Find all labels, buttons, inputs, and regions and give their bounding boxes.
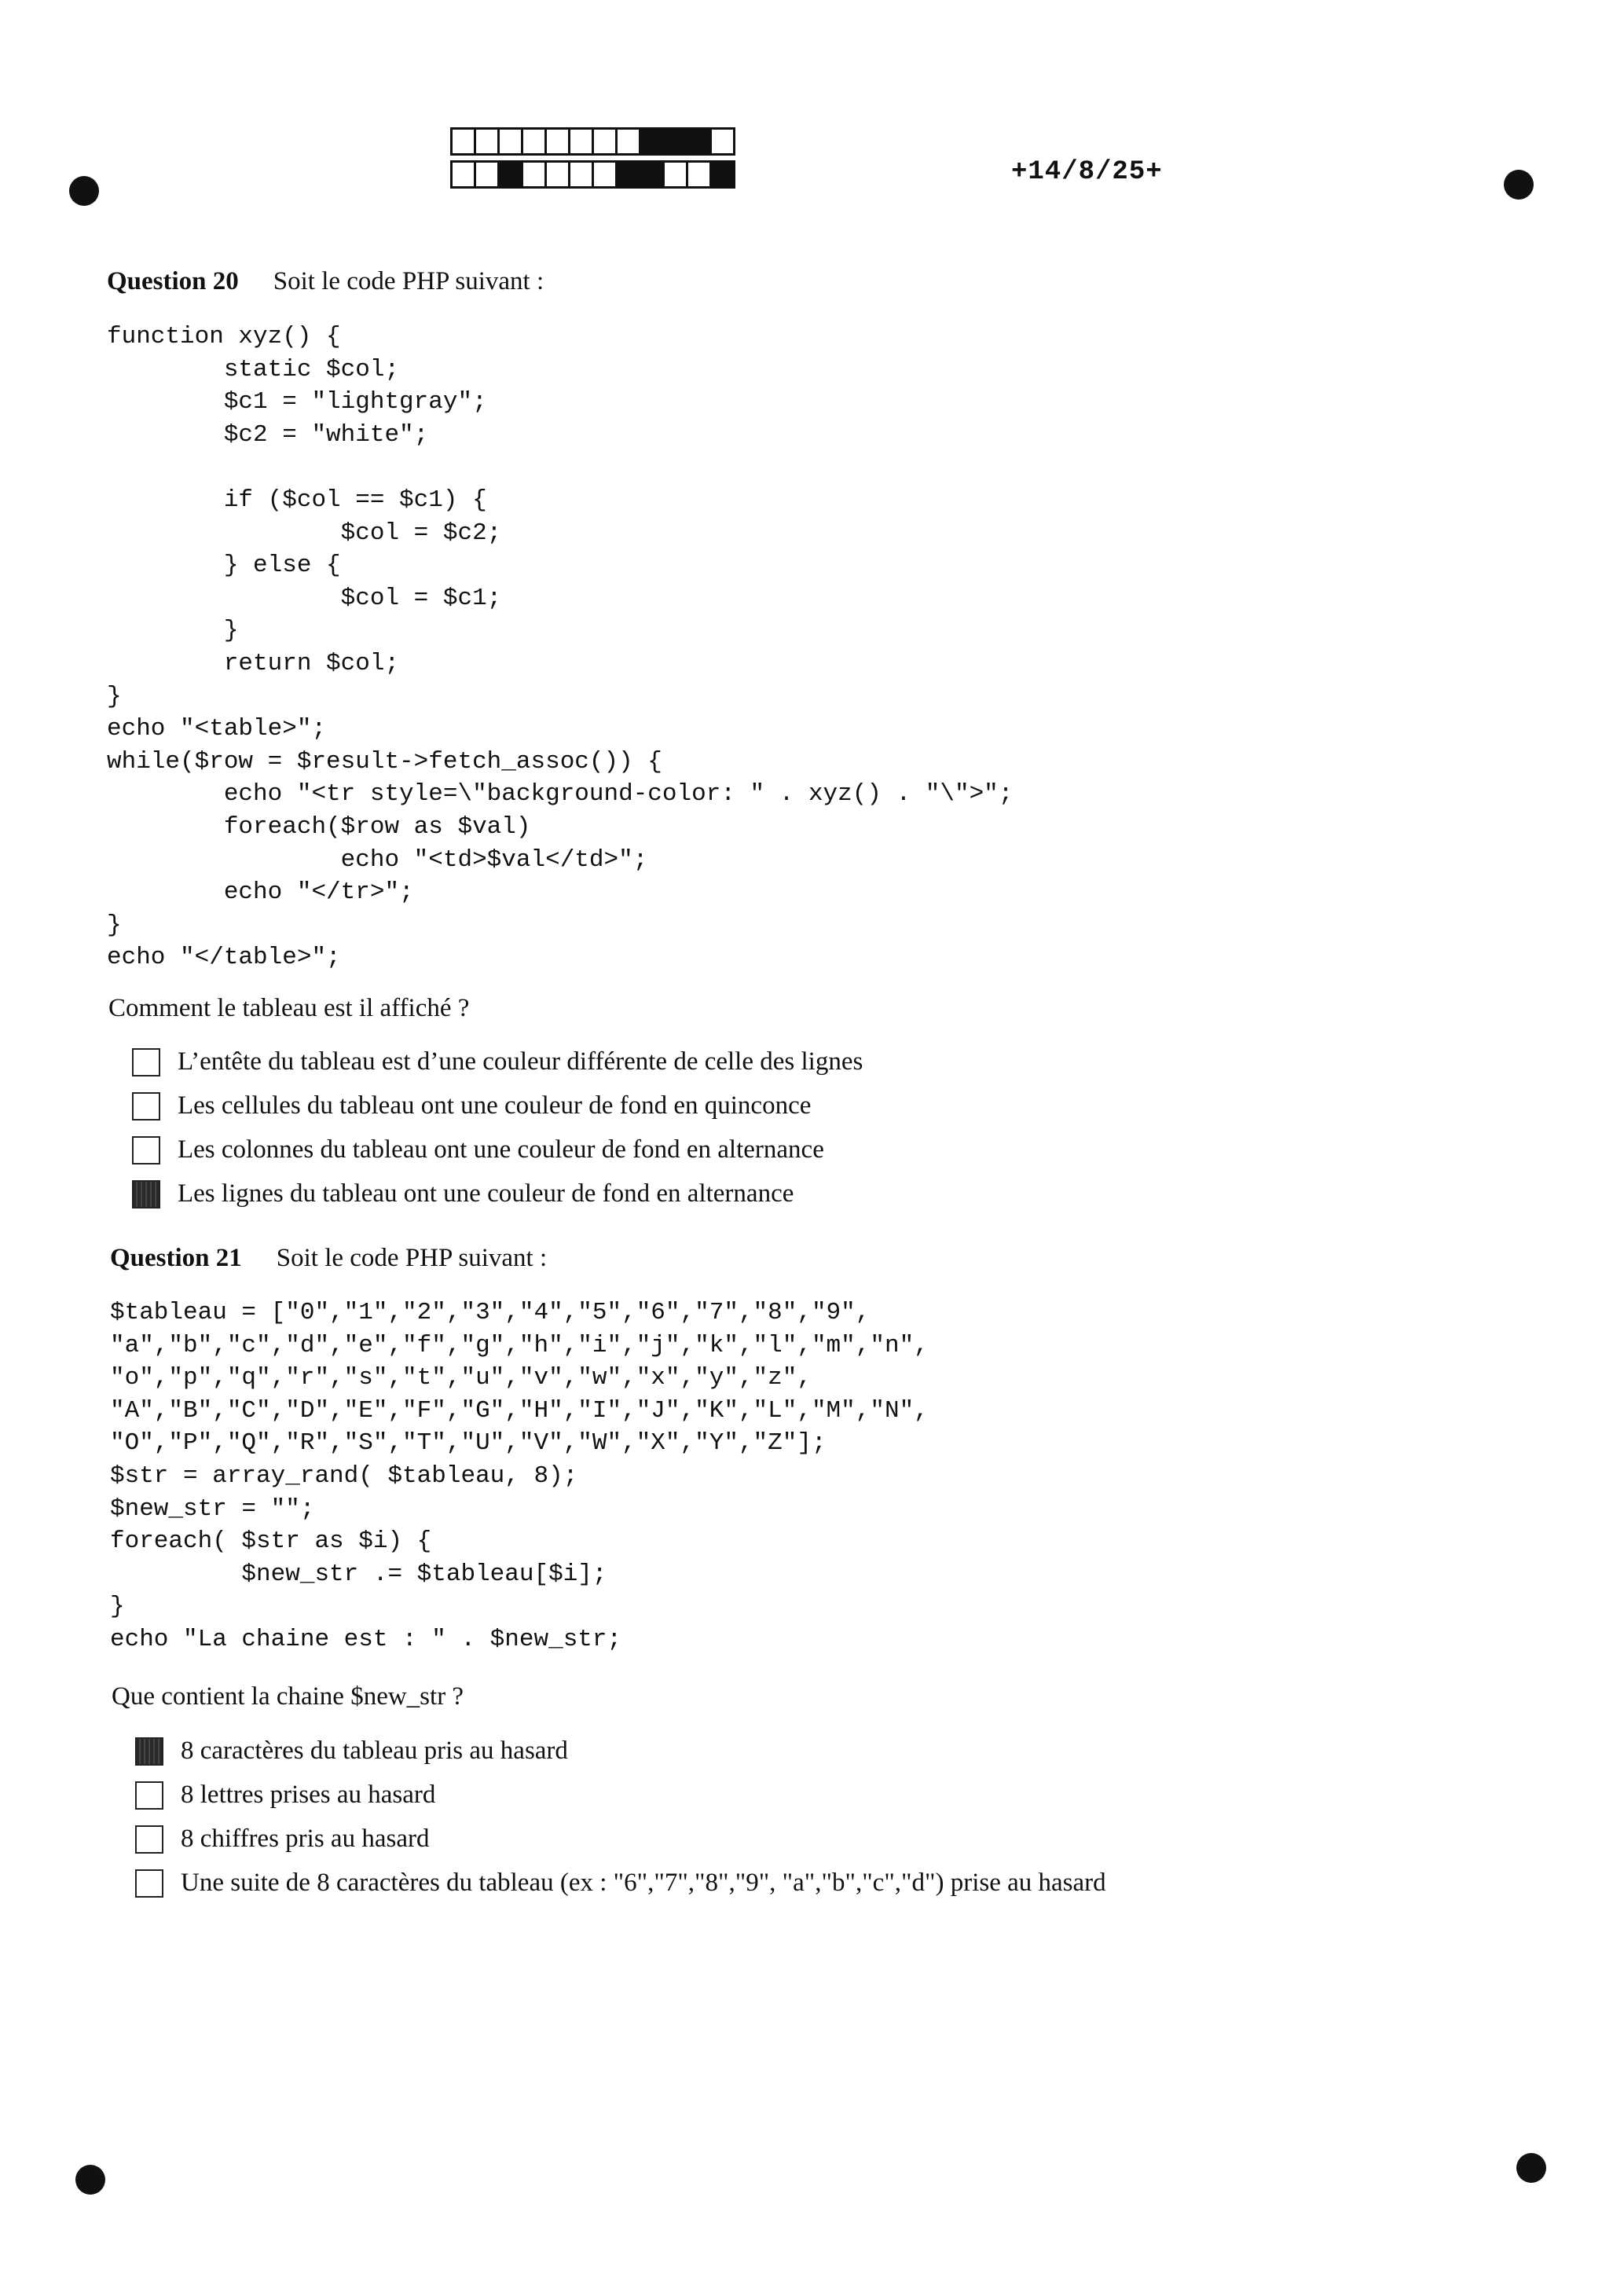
question-number: Question 20 <box>107 267 239 295</box>
question-20-heading <box>107 267 544 296</box>
barcode-cell <box>641 130 665 153</box>
question-21-prompt: Que contient la chaine $new_str ? <box>112 1682 464 1711</box>
barcode-cell <box>547 130 570 153</box>
registration-mark-top-right <box>1504 170 1534 200</box>
barcode-cell <box>641 163 665 186</box>
question-21-code: $tableau = ["0","1","2","3","4","5","6","7","8","9", "a","b","c","d","e","f","g","h","i","j","k","l","m","n", "o","p","q","r","s","t","u","v","w","x","y","z", "A","B","C","D","E","F","G","H","I","J","K","L","M","N", "O","P","Q","R","S","T","U","V","W","X","Y","Z"]; $str = array_rand( $tableau, 8); $new_str = ""; foreach( $str as $i) { $new_str .= $tableau[$i]; } echo "La chaine est : " . $new_str; <box>110 1299 929 1653</box>
q20-option-3[interactable] <box>132 1135 824 1165</box>
checkbox[interactable] <box>135 1737 163 1766</box>
checkbox[interactable] <box>132 1092 160 1120</box>
registration-mark-bottom-left <box>75 2165 105 2195</box>
checkbox[interactable] <box>135 1869 163 1898</box>
barcode-cell <box>453 130 476 153</box>
checkbox[interactable] <box>135 1781 163 1810</box>
q21-option-3[interactable] <box>135 1825 429 1854</box>
q21-option-4[interactable] <box>135 1869 1106 1898</box>
question-21-heading <box>110 1244 547 1273</box>
checkbox[interactable] <box>132 1136 160 1165</box>
checkbox[interactable] <box>132 1048 160 1076</box>
q20-option-2[interactable] <box>132 1091 811 1120</box>
barcode-cell <box>476 130 500 153</box>
checkbox[interactable] <box>132 1180 160 1209</box>
question-intro: Soit le code PHP suivant : <box>273 267 544 295</box>
question-number: Question 21 <box>110 1244 242 1272</box>
barcode-cell <box>665 130 688 153</box>
barcode-cell <box>570 163 594 186</box>
barcode-cell <box>523 163 547 186</box>
option-label: Une suite de 8 caractères du tableau (ex : "6","7","8","9", "a","b","c","d") prise au hasard <box>181 1869 1106 1897</box>
option-label: L’entête du tableau est d’une couleur différente de celle des lignes <box>178 1047 863 1076</box>
checkbox[interactable] <box>135 1825 163 1854</box>
q21-option-2[interactable] <box>135 1781 435 1810</box>
option-label: 8 caractères du tableau pris au hasard <box>181 1737 568 1765</box>
barcode-cell <box>500 130 523 153</box>
barcode-cell <box>594 163 618 186</box>
question-20-prompt: Comment le tableau est il affiché ? <box>108 994 470 1022</box>
barcode-cell <box>712 130 733 153</box>
q20-option-4[interactable] <box>132 1179 794 1209</box>
barcode-cell <box>594 130 618 153</box>
barcode-cell <box>500 163 523 186</box>
page-barcode-row-1 <box>450 127 735 156</box>
barcode-cell <box>453 163 476 186</box>
page-barcode-row-2 <box>450 160 735 189</box>
barcode-cell <box>547 163 570 186</box>
question-20-code: function xyz() { static $col; $c1 = "lightgray"; $c2 = "white"; if ($col == $c1) { $col = $c2; } else { $col = $c1; } return $col; } echo "<table>"; while($row = $result->fetch_assoc()) { echo "<tr style=\"background-color: " . xyz() . "\">"; foreach($row as $val) echo "<td>$val</td>"; echo "</tr>"; } echo "</table>"; <box>107 323 1014 972</box>
barcode-cell <box>688 130 712 153</box>
barcode-cell <box>618 130 641 153</box>
option-label: 8 lettres prises au hasard <box>181 1781 436 1809</box>
barcode-cell <box>618 163 641 186</box>
option-label: Les lignes du tableau ont une couleur de fond en alternance <box>178 1179 794 1208</box>
barcode-cell <box>688 163 712 186</box>
barcode-cell <box>523 130 547 153</box>
q20-option-1[interactable] <box>132 1047 863 1076</box>
barcode-cell <box>712 163 733 186</box>
option-label: 8 chiffres pris au hasard <box>181 1825 430 1853</box>
question-intro: Soit le code PHP suivant : <box>276 1244 548 1272</box>
registration-mark-top-left <box>69 176 99 206</box>
page-id: +14/8/25+ <box>1011 157 1163 187</box>
barcode-cell <box>476 163 500 186</box>
registration-mark-bottom-right <box>1516 2153 1546 2183</box>
option-label: Les cellules du tableau ont une couleur de fond en quinconce <box>178 1091 812 1120</box>
option-label: Les colonnes du tableau ont une couleur de fond en alternance <box>178 1135 824 1164</box>
barcode-cell <box>665 163 688 186</box>
barcode-cell <box>570 130 594 153</box>
q21-option-1[interactable] <box>135 1737 568 1766</box>
